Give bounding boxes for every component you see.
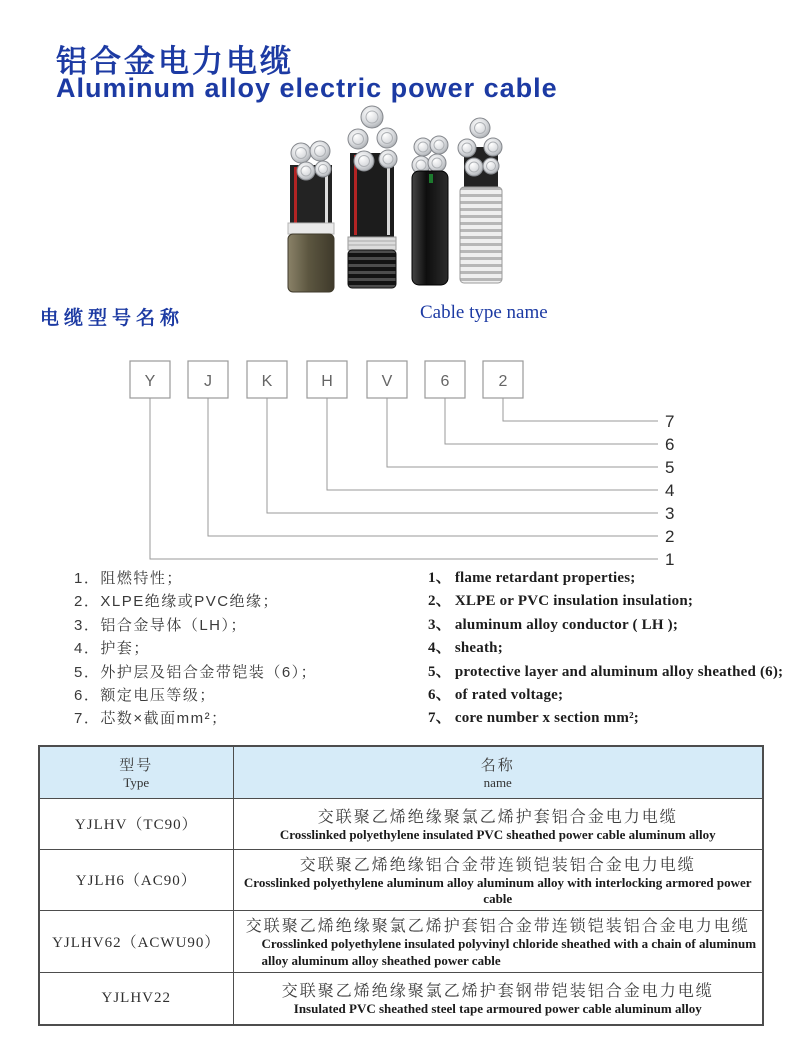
cell-name — [233, 798, 763, 849]
cell-name-zh: 交联聚乙烯绝缘聚氯乙烯护套铝合金带连锁铠装铝合金电力电缆 — [245, 918, 750, 936]
legend-zh-item: 2．XLPE绝缘或PVC绝缘； — [74, 593, 280, 611]
diagram-number-label: 3 — [665, 504, 675, 523]
legend-zh-item: 5．外护层及铝合金带铠装（6）； — [74, 663, 318, 681]
legend-en-item: 4、 sheath; — [428, 640, 503, 657]
table-row — [39, 973, 763, 1025]
section-heading-en: Cable type name — [420, 302, 548, 323]
cell-name-zh: 交联聚乙烯绝缘聚氯乙烯护套钢带铠装铝合金电力电缆 — [281, 983, 714, 1001]
cable-image-2 — [348, 106, 397, 288]
legend-zh-item: 1．阻燃特性； — [74, 570, 183, 587]
cell-type: YJLH6（AC90） — [39, 849, 233, 911]
section-heading-zh: 电缆型号名称 — [40, 308, 185, 329]
column-header-name — [233, 746, 763, 798]
cell-name-zh: 交联聚乙烯绝缘铝合金带连锁铠装铝合金电力电缆 — [299, 856, 696, 874]
cell-name — [233, 849, 763, 911]
diagram-number-label: 7 — [665, 412, 675, 431]
cell-name-en: Crosslinked polyethylene insulated PVC sheathed power cable aluminum alloy — [279, 826, 716, 842]
cable-image-1 — [288, 141, 334, 292]
diagram-number-label: 4 — [665, 481, 675, 500]
legend-zh-item: 6．额定电压等级； — [74, 686, 216, 704]
legend-zh-item: 7．芯数×截面mm²； — [74, 710, 228, 728]
legend-en-item: 1、 flame retardant properties; — [428, 570, 636, 586]
column-header-name-en: name — [483, 774, 512, 790]
diagram-number-label: 1 — [665, 550, 675, 569]
legend-zh-item: 4．护套； — [74, 640, 150, 658]
cell-type: YJLHV（TC90） — [39, 798, 233, 849]
legend-en-item: 6、 of rated voltage; — [428, 686, 564, 703]
cell-type: YJLHV22 — [39, 973, 233, 1025]
cable-image-3 — [412, 136, 448, 285]
legend-en — [428, 567, 783, 731]
legend-en-item: 5、 protective layer and aluminum alloy sheathed (6); — [428, 663, 784, 680]
table-row — [39, 911, 763, 973]
diagram-number-label: 6 — [665, 435, 675, 454]
page-title-en: Aluminum alloy electric power cable — [56, 73, 558, 103]
diagram-connector-lines — [150, 398, 658, 559]
cell-type: YJLHV62（ACWU90） — [39, 911, 233, 973]
page-title-zh: 铝合金电力电缆 — [56, 44, 294, 79]
cell-name-en: Crosslinked polyethylene insulated polyvinyl chloride sheathed with a chain of aluminum alloy aluminum alloy sheathed power cable — [261, 936, 757, 969]
legend-en-item: 2、 XLPE or PVC insulation insulation; — [428, 593, 694, 610]
cell-name-zh: 交联聚乙烯绝缘聚氯乙烯护套铝合金电力电缆 — [317, 808, 678, 826]
table-header-row — [39, 746, 763, 798]
column-header-type-zh: 型号 — [119, 756, 154, 774]
diagram-number-label: 5 — [665, 458, 675, 477]
diagram-number-label: 2 — [665, 527, 675, 546]
cell-name — [233, 973, 763, 1025]
type-code-box-letter: V — [381, 373, 393, 390]
table-row — [39, 849, 763, 911]
column-header-type — [39, 746, 233, 798]
cell-name — [233, 911, 763, 973]
type-code-box-letter: H — [321, 373, 333, 390]
type-code-box-letter: 2 — [498, 373, 508, 390]
cell-name-en: Crosslinked polyethylene aluminum alloy aluminum alloy with interlocking armored power cable — [243, 874, 752, 907]
legend-zh-item: 3．铝合金导体（LH）； — [74, 616, 248, 634]
legend-zh — [74, 567, 317, 731]
type-code-box-letter: Y — [144, 373, 156, 390]
cable-image-4 — [458, 118, 502, 283]
column-header-name-zh: 名称 — [480, 756, 515, 774]
type-code-diagram — [0, 355, 800, 570]
type-code-box-letter: J — [204, 373, 212, 390]
cell-name-en: Insulated PVC sheathed steel tape armoured power cable aluminum alloy — [293, 1001, 702, 1017]
legend-en-item: 3、 aluminum alloy conductor ( LH ); — [428, 616, 679, 633]
table-row — [39, 798, 763, 849]
column-header-type-en: Type — [123, 774, 150, 790]
legend-en-item: 7、 core number x section mm²; — [428, 710, 639, 727]
type-code-box-letter: 6 — [440, 373, 450, 390]
type-code-box-letter: K — [261, 373, 273, 390]
cable-product-photos — [270, 95, 510, 295]
cable-type-table — [38, 745, 764, 1026]
